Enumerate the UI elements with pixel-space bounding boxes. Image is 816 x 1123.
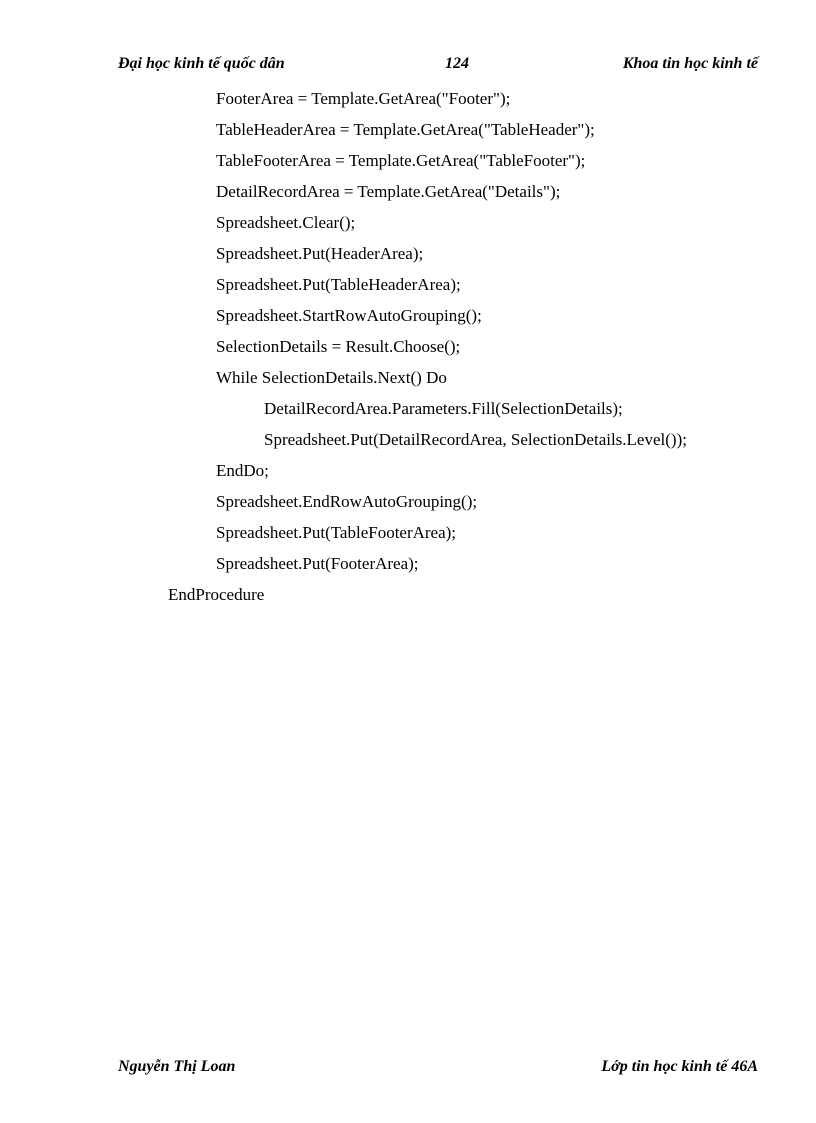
- code-line: Spreadsheet.Clear();: [216, 213, 356, 232]
- code-line: Spreadsheet.Put(TableHeaderArea);: [216, 275, 461, 294]
- footer-class: Lớp tin học kinh tế 46A: [601, 1058, 758, 1075]
- code-line: Spreadsheet.Put(TableFooterArea);: [216, 523, 457, 542]
- code-line: Spreadsheet.Put(FooterArea);: [216, 554, 419, 573]
- page-number: 124: [445, 55, 469, 72]
- page-footer: [118, 1058, 758, 1080]
- code-line: EndDo;: [216, 461, 269, 480]
- code-line: DetailRecordArea = Template.GetArea("Details");: [216, 182, 561, 201]
- code-line: TableFooterArea = Template.GetArea("TableFooter");: [216, 151, 586, 170]
- code-line: SelectionDetails = Result.Choose();: [216, 337, 461, 356]
- header-faculty: Khoa tin học kinh tế: [622, 55, 758, 72]
- code-line: EndProcedure: [168, 585, 265, 604]
- code-line: FooterArea = Template.GetArea("Footer");: [216, 89, 511, 108]
- code-line: Spreadsheet.Put(DetailRecordArea, SelectionDetails.Level());: [264, 430, 687, 449]
- code-line: DetailRecordArea.Parameters.Fill(SelectionDetails);: [264, 399, 623, 418]
- code-line: Spreadsheet.StartRowAutoGrouping();: [216, 306, 482, 325]
- footer-author: Nguyễn Thị Loan: [118, 1058, 236, 1075]
- code-line: Spreadsheet.Put(HeaderArea);: [216, 244, 424, 263]
- page-header: [118, 55, 758, 77]
- code-line: While SelectionDetails.Next() Do: [216, 368, 447, 387]
- code-line: Spreadsheet.EndRowAutoGrouping();: [216, 492, 478, 511]
- header-university: Đại học kinh tế quốc dân: [118, 55, 285, 72]
- code-line: TableHeaderArea = Template.GetArea("TableHeader");: [216, 120, 595, 139]
